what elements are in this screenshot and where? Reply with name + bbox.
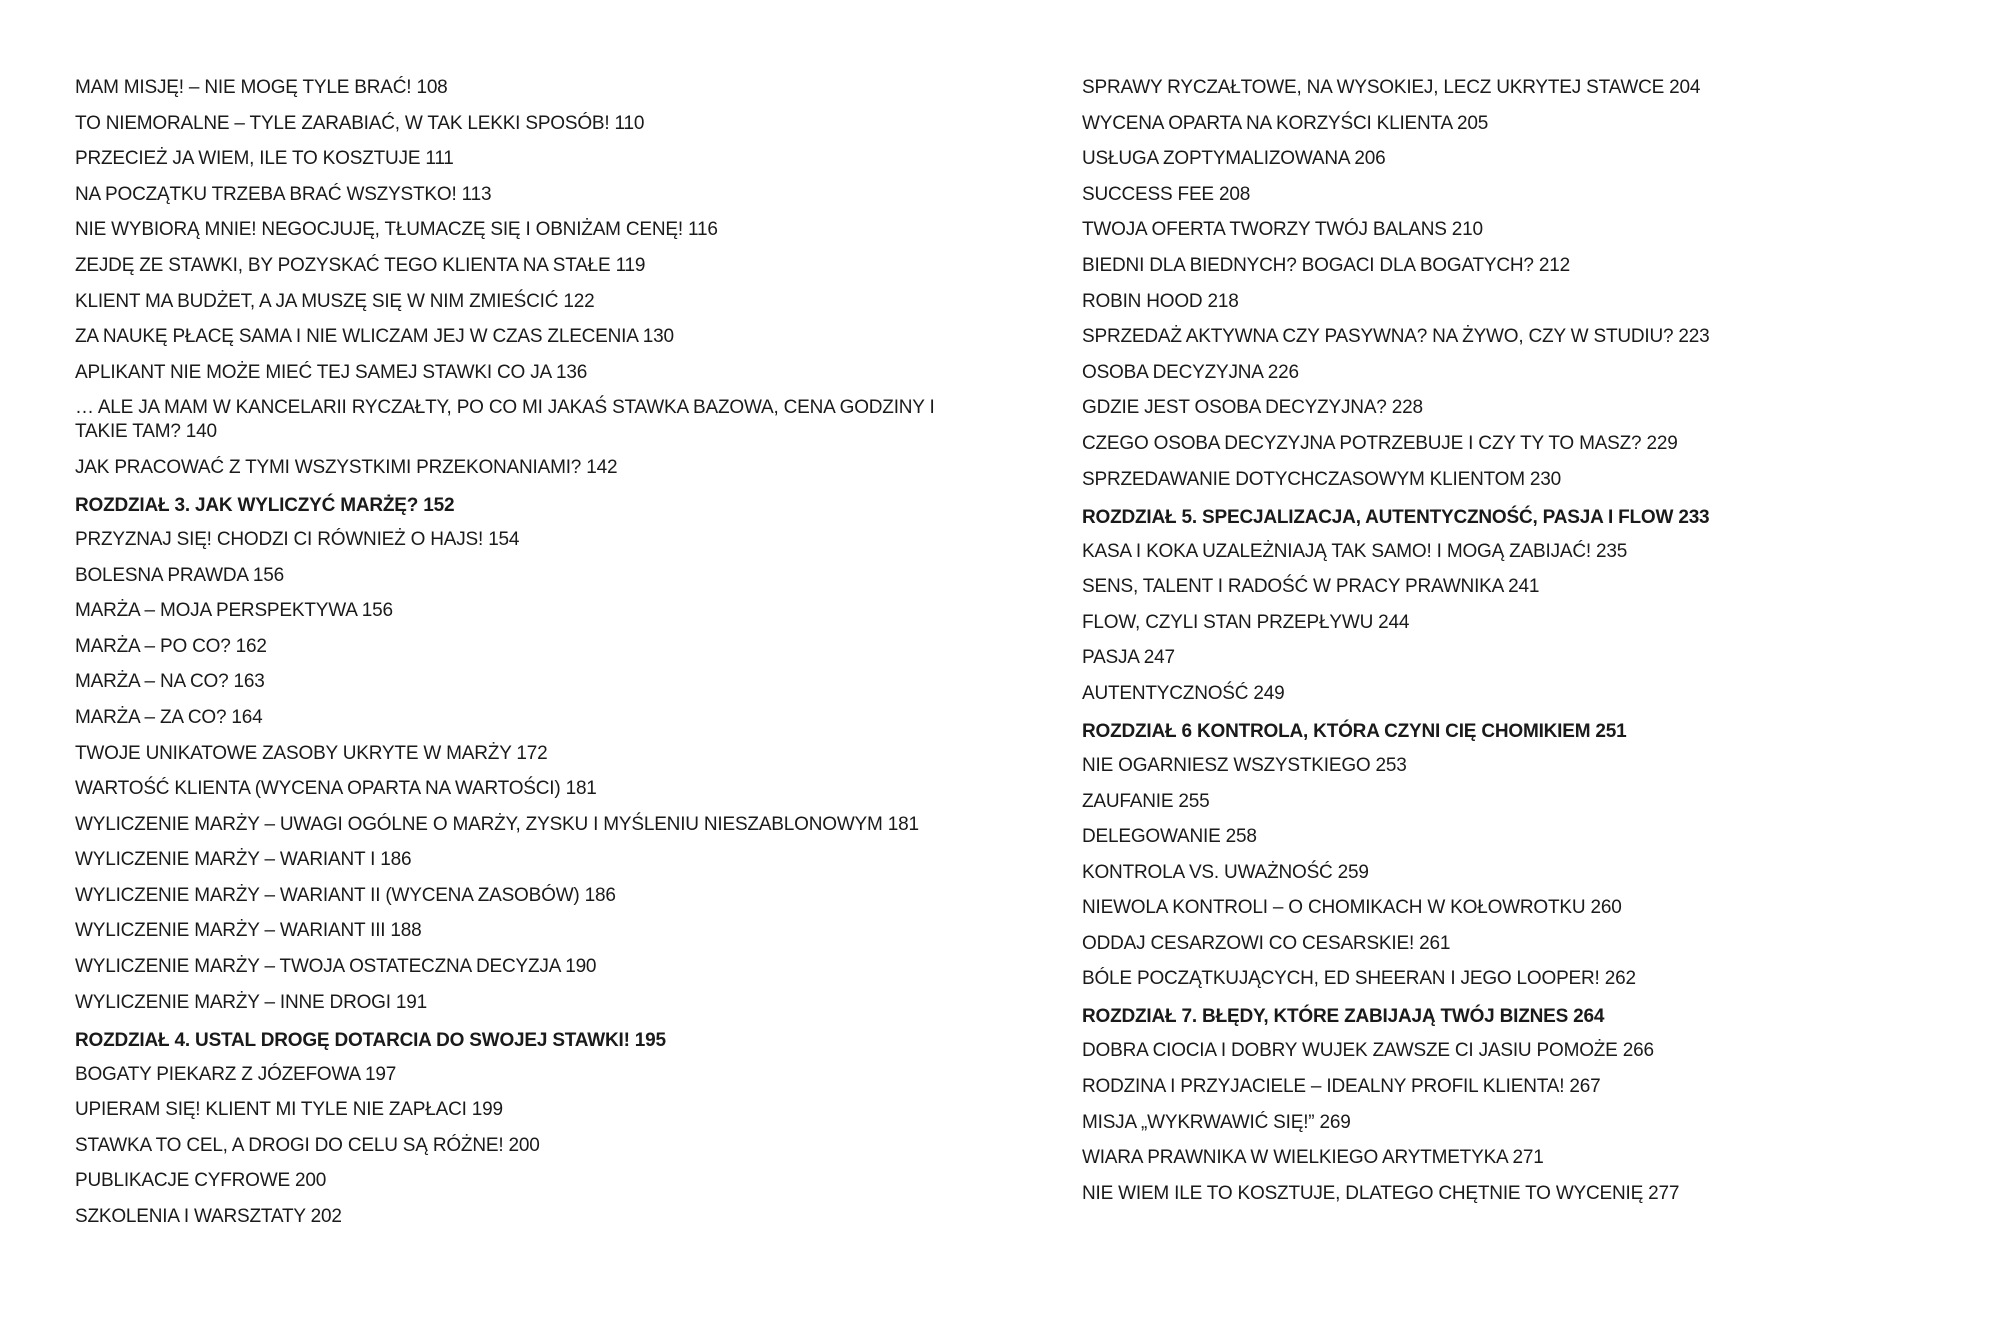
toc-entry: BIEDNI DLA BIEDNYCH? BOGACI DLA BOGATYCH? 212	[1082, 254, 1570, 276]
toc-entry: NIE WYBIORĄ MNIE! NEGOCJUJĘ, TŁUMACZĘ SIĘ I OBNIŻAM CENĘ! 116	[75, 219, 718, 241]
chapter-heading-6: ROZDZIAŁ 6 KONTROLA, KTÓRA CZYNI CIĘ CHOMIKIEM 251	[1082, 720, 1627, 742]
toc-group-chapter-4-continued	[1082, 76, 1962, 492]
toc-entry: KASA I KOKA UZALEŻNIAJĄ TAK SAMO! I MOGĄ ZABIJAĆ! 235	[1082, 540, 1628, 562]
toc-entry: SPRZEDAWANIE DOTYCHCZASOWYM KLIENTOM 230	[1082, 468, 1562, 490]
toc-entry: CZEGO OSOBA DECYZYJNA POTRZEBUJE I CZY TY TO MASZ? 229	[1082, 432, 1678, 454]
toc-entry: KLIENT MA BUDŻET, A JA MUSZĘ SIĘ W NIM ZMIEŚCIĆ 122	[75, 290, 595, 312]
toc-entry: ZAUFANIE 255	[1082, 790, 1210, 812]
toc-group-chapter-5	[1082, 540, 1962, 706]
toc-entry: WYLICZENIE MARŻY – WARIANT I 186	[75, 849, 412, 871]
toc-entry: WYCENA OPARTA NA KORZYŚCI KLIENTA 205	[1082, 112, 1489, 134]
toc-entry: ZEJDĘ ZE STAWKI, BY POZYSKAĆ TEGO KLIENTA NA STAŁE 119	[75, 254, 646, 276]
toc-group-chapter-3	[75, 528, 955, 1015]
chapter-heading-3: ROZDZIAŁ 3. JAK WYLICZYĆ MARŻĘ? 152	[75, 494, 455, 516]
toc-entry: BÓLE POCZĄTKUJĄCYCH, ED SHEERAN I JEGO LOOPER! 262	[1082, 968, 1636, 990]
toc-entry: JAK PRACOWAĆ Z TYMI WSZYSTKIMI PRZEKONANIAMI? 142	[75, 456, 618, 478]
toc-entry: MAM MISJĘ! – NIE MOGĘ TYLE BRAĆ! 108	[75, 77, 448, 98]
toc-entry: SENS, TALENT I RADOŚĆ W PRACY PRAWNIKA 241	[1082, 576, 1540, 598]
toc-entry: OSOBA DECYZYJNA 226	[1082, 361, 1299, 383]
toc-entry: UPIERAM SIĘ! KLIENT MI TYLE NIE ZAPŁACI 199	[75, 1099, 503, 1121]
chapter-heading-7: ROZDZIAŁ 7. BŁĘDY, KTÓRE ZABIJAJĄ TWÓJ BIZNES 264	[1082, 1006, 1605, 1028]
toc-entry: APLIKANT NIE MOŻE MIEĆ TEJ SAMEJ STAWKI CO JA 136	[75, 361, 588, 383]
toc-entry: TO NIEMORALNE – TYLE ZARABIAĆ, W TAK LEKKI SPOSÓB! 110	[75, 112, 645, 134]
toc-entry: SPRAWY RYCZAŁTOWE, NA WYSOKIEJ, LECZ UKRYTEJ STAWCE 204	[1082, 77, 1701, 98]
chapter-heading-4: ROZDZIAŁ 4. USTAL DROGĘ DOTARCIA DO SWOJEJ STAWKI! 195	[75, 1029, 666, 1051]
toc-entry: TWOJA OFERTA TWORZY TWÓJ BALANS 210	[1082, 219, 1483, 241]
toc-entry: PUBLIKACJE CYFROWE 200	[75, 1170, 327, 1192]
toc-entry: ODDAJ CESARZOWI CO CESARSKIE! 261	[1082, 932, 1451, 954]
toc-entry: NIE OGARNIESZ WSZYSTKIEGO 253	[1082, 754, 1407, 776]
toc-entry: MARŻA – NA CO? 163	[75, 671, 265, 693]
toc-entry: WARTOŚĆ KLIENTA (WYCENA OPARTA NA WARTOŚCI) 181	[75, 778, 597, 800]
toc-entry: NIEWOLA KONTROLI – O CHOMIKACH W KOŁOWROTKU 260	[1082, 897, 1622, 919]
toc-entry: PRZECIEŻ JA WIEM, ILE TO KOSZTUJE 111	[75, 148, 454, 170]
toc-entry: KONTROLA VS. UWAŻNOŚĆ 259	[1082, 861, 1369, 883]
toc-entry: ZA NAUKĘ PŁACĘ SAMA I NIE WLICZAM JEJ W CZAS ZLECENIA 130	[75, 326, 674, 348]
toc-entry: AUTENTYCZNOŚĆ 249	[1082, 682, 1285, 704]
toc-group-chapter-6	[1082, 754, 1962, 992]
toc-group-chapter-4	[75, 1063, 955, 1229]
toc-entry: GDZIE JEST OSOBA DECYZYJNA? 228	[1082, 397, 1423, 419]
toc-entry: WYLICZENIE MARŻY – INNE DROGI 191	[75, 991, 428, 1013]
toc-group-chapter-7	[1082, 1039, 1962, 1205]
toc-entry: MISJA „WYKRWAWIĆ SIĘ!” 269	[1082, 1111, 1351, 1133]
toc-right-column	[1082, 76, 1962, 1217]
toc-group-chapter-2-continued	[75, 76, 955, 480]
toc-entry: SPRZEDAŻ AKTYWNA CZY PASYWNA? NA ŻYWO, CZY W STUDIU? 223	[1082, 326, 1710, 348]
toc-entry: MARŻA – MOJA PERSPEKTYWA 156	[75, 600, 393, 622]
toc-entry: BOLESNA PRAWDA 156	[75, 564, 285, 586]
toc-entry: WYLICZENIE MARŻY – WARIANT III 188	[75, 920, 422, 942]
toc-entry: DELEGOWANIE 258	[1082, 826, 1257, 848]
toc-entry: WIARA PRAWNIKA W WIELKIEGO ARYTMETYKA 271	[1082, 1147, 1544, 1169]
toc-entry: MARŻA – ZA CO? 164	[75, 706, 263, 728]
toc-entry: PASJA 247	[1082, 647, 1175, 669]
toc-entry: BOGATY PIEKARZ Z JÓZEFOWA 197	[75, 1063, 397, 1085]
toc-entry: SUCCESS FEE 208	[1082, 183, 1251, 205]
toc-entry: DOBRA CIOCIA I DOBRY WUJEK ZAWSZE CI JASIU POMOŻE 266	[1082, 1040, 1654, 1062]
toc-entry: NIE WIEM ILE TO KOSZTUJE, DLATEGO CHĘTNIE TO WYCENIĘ 277	[1082, 1182, 1680, 1204]
toc-left-column	[75, 76, 955, 1241]
toc-entry: … ALE JA MAM W KANCELARII RYCZAŁTY, PO CO MI JAKAŚ STAWKA BAZOWA, CENA GODZINY I TAKIE TAM? 140	[75, 397, 935, 443]
toc-entry: USŁUGA ZOPTYMALIZOWANA 206	[1082, 148, 1386, 170]
toc-entry: SZKOLENIA I WARSZTATY 202	[75, 1206, 342, 1228]
toc-entry: FLOW, CZYLI STAN PRZEPŁYWU 244	[1082, 611, 1410, 633]
toc-entry: PRZYZNAJ SIĘ! CHODZI CI RÓWNIEŻ O HAJS! 154	[75, 528, 520, 550]
toc-entry: ROBIN HOOD 218	[1082, 290, 1239, 312]
toc-entry: TWOJE UNIKATOWE ZASOBY UKRYTE W MARŻY 172	[75, 742, 548, 764]
toc-entry: WYLICZENIE MARŻY – WARIANT II (WYCENA ZASOBÓW) 186	[75, 884, 616, 906]
toc-entry: WYLICZENIE MARŻY – UWAGI OGÓLNE O MARŻY, ZYSKU I MYŚLENIU NIESZABLONOWYM 181	[75, 813, 919, 835]
toc-entry: STAWKA TO CEL, A DROGI DO CELU SĄ RÓŻNE! 200	[75, 1134, 540, 1156]
toc-entry: RODZINA I PRZYJACIELE – IDEALNY PROFIL KLIENTA! 267	[1082, 1076, 1601, 1098]
chapter-heading-5: ROZDZIAŁ 5. SPECJALIZACJA, AUTENTYCZNOŚĆ, PASJA I FLOW 233	[1082, 506, 1710, 528]
toc-entry: NA POCZĄTKU TRZEBA BRAĆ WSZYSTKO! 113	[75, 183, 492, 205]
toc-entry: WYLICZENIE MARŻY – TWOJA OSTATECZNA DECYZJA 190	[75, 956, 597, 978]
toc-entry: MARŻA – PO CO? 162	[75, 635, 267, 657]
